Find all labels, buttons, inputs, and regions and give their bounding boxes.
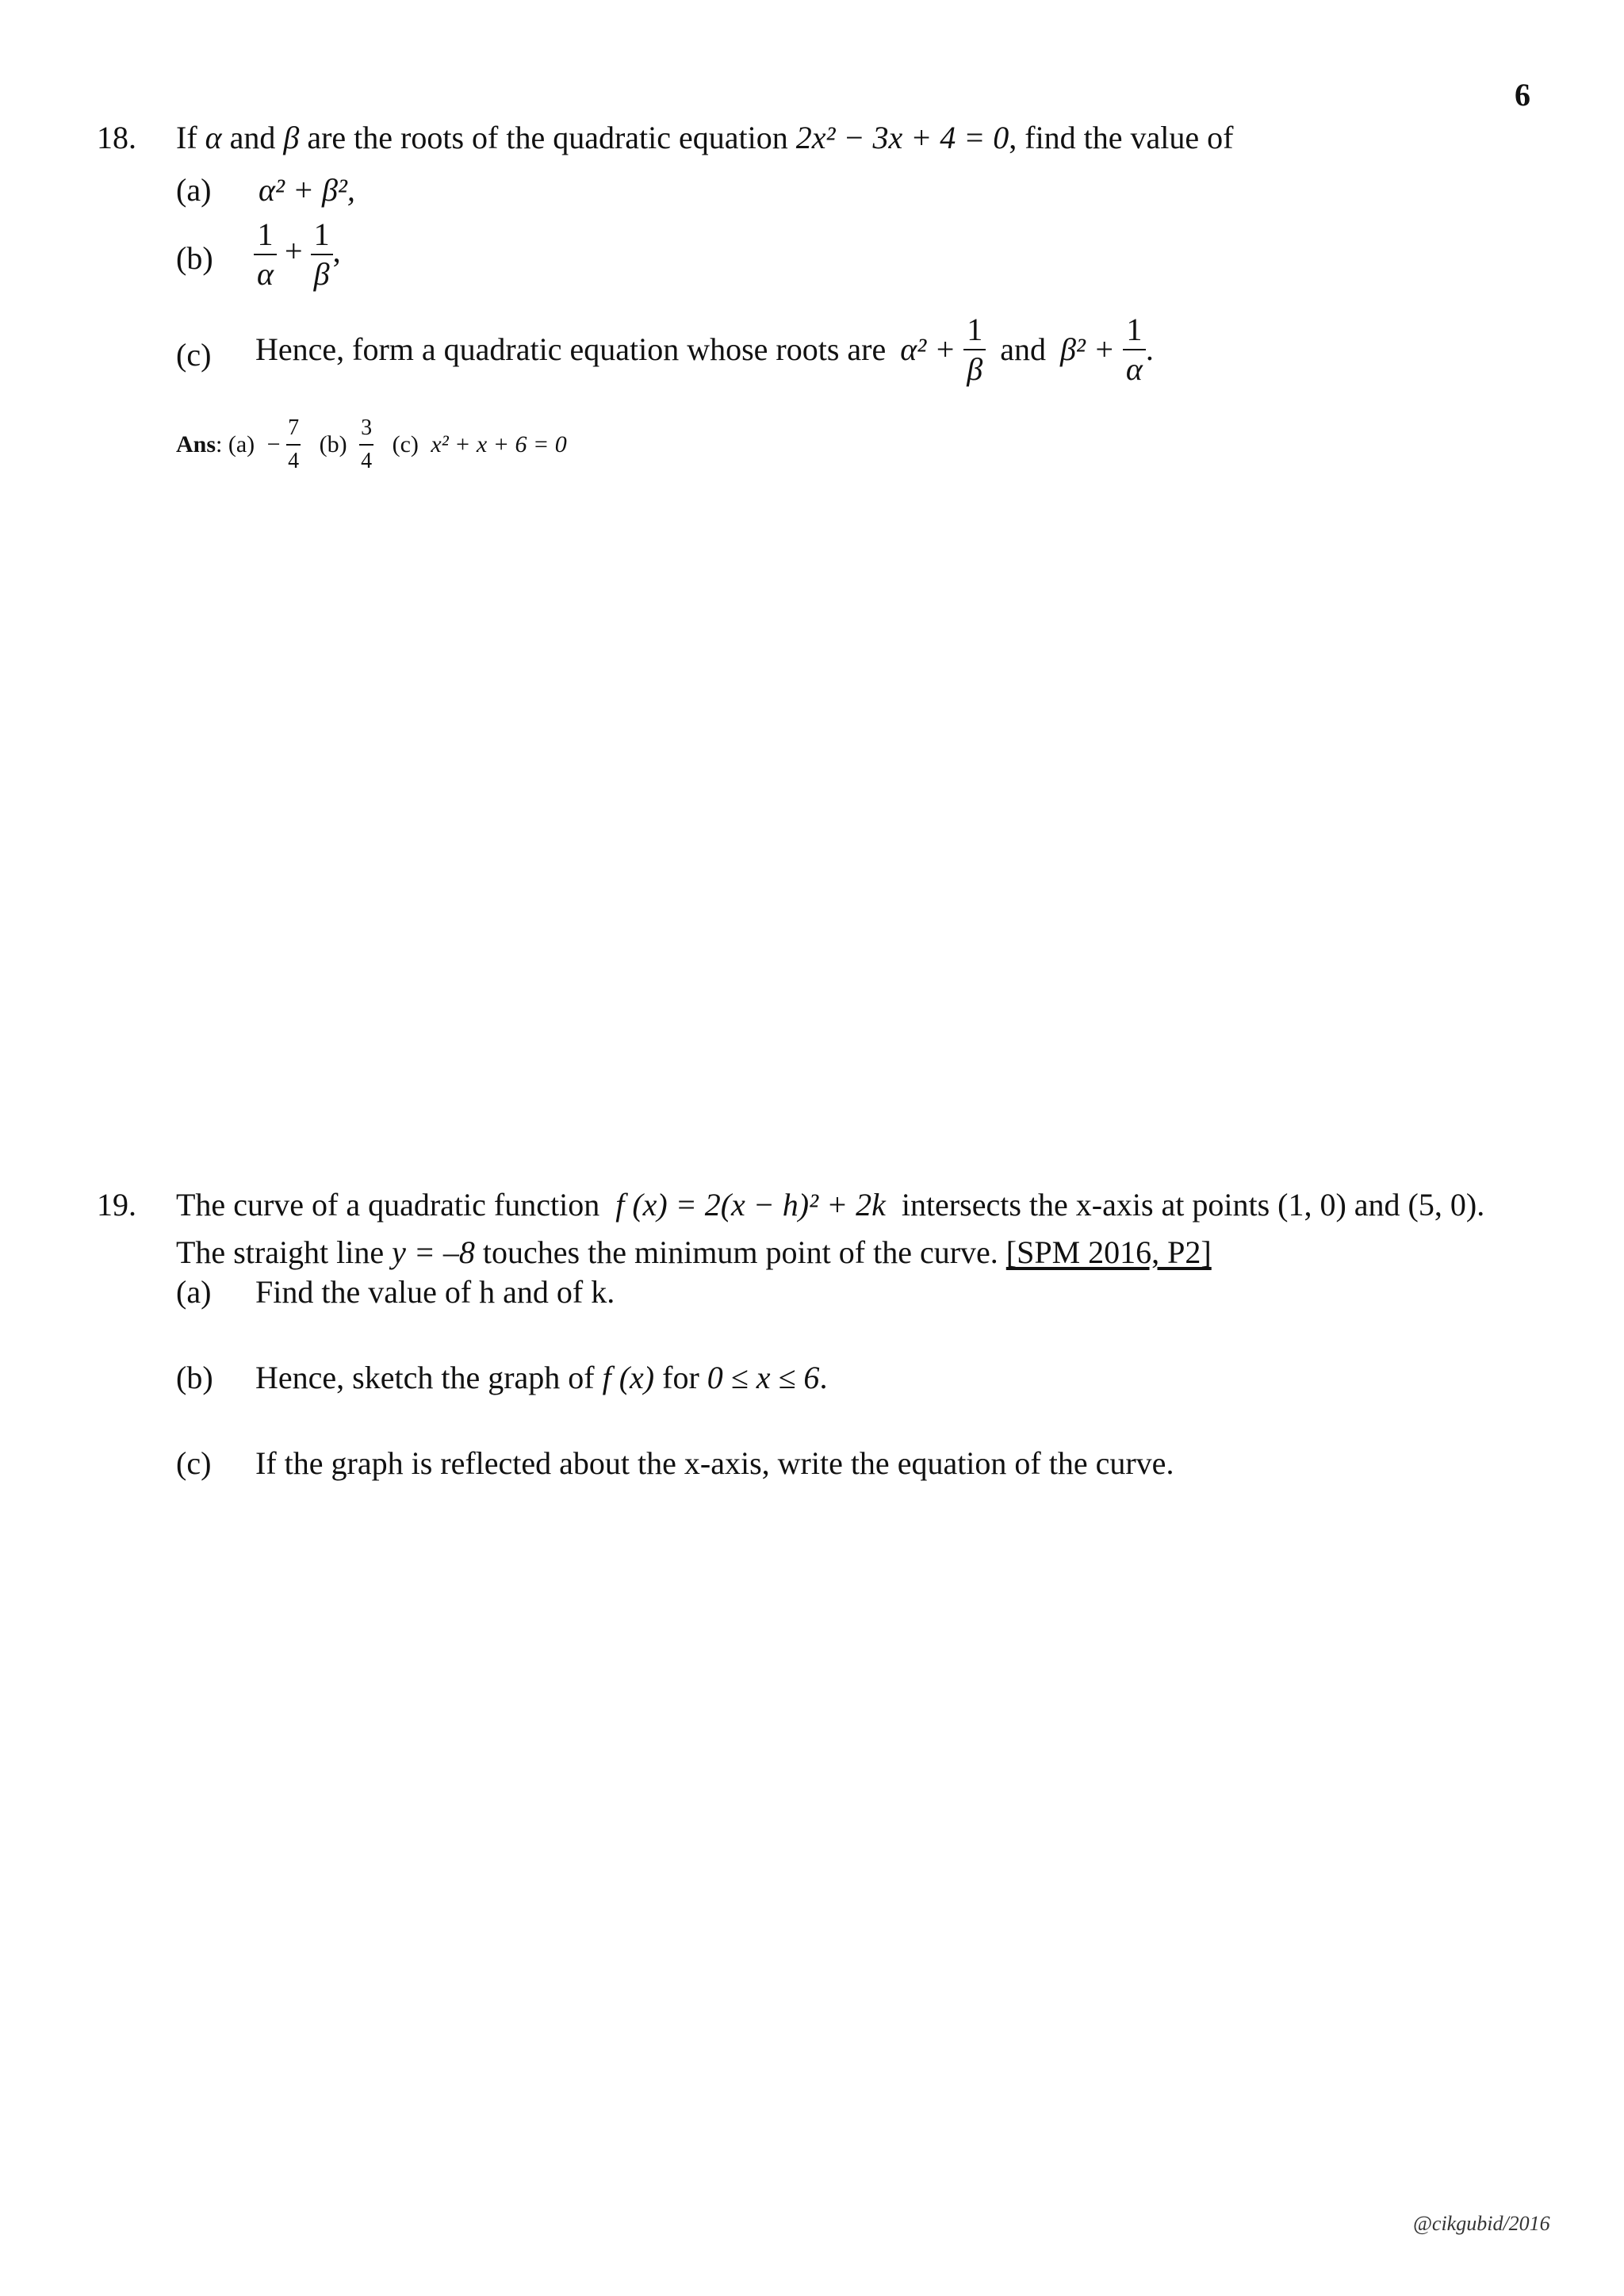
q19-line1-start: The curve of a quadratic function — [176, 1187, 600, 1223]
q18-equation: 2x² − 3x + 4 = 0 — [795, 120, 1009, 155]
alpha-symbol: α — [205, 120, 222, 155]
q19-source-reference: [SPM 2016, P2] — [1005, 1234, 1212, 1270]
answer-a-sign: − — [266, 431, 281, 457]
q19-line1 — [176, 1186, 1484, 1224]
fraction-denominator: β — [311, 254, 333, 290]
fraction-denominator: α — [254, 254, 277, 290]
q19b-for: for — [662, 1360, 699, 1395]
answer-b-label: (b) — [319, 431, 347, 457]
fraction-denominator: β — [963, 349, 986, 385]
fraction-numerator: 1 — [1126, 312, 1143, 347]
q19-line2-start: The straight line — [176, 1234, 385, 1270]
beta-symbol: β — [283, 120, 300, 155]
fraction-one-over-beta — [311, 216, 333, 292]
answer-a-fraction — [286, 417, 301, 473]
fraction-numerator: 1 — [967, 312, 983, 347]
q19b-text — [255, 1359, 827, 1397]
q18b-label: (b) — [176, 240, 213, 276]
q19b-label: (b) — [176, 1360, 213, 1395]
answer-a-label: (a) — [228, 431, 255, 457]
answer-b-fraction — [359, 417, 373, 473]
comma: , — [332, 233, 341, 270]
q19c-label: (c) — [176, 1445, 212, 1481]
q18-stem-mid: are the roots of the quadratic equation — [307, 120, 788, 155]
q18a-label: (a) — [176, 172, 212, 208]
fraction-denominator: 4 — [359, 444, 373, 473]
answer-colon: : — [216, 431, 223, 457]
fraction-numerator: 7 — [288, 415, 300, 440]
answer-prefix: Ans — [176, 431, 216, 457]
root2-base: β² + — [1059, 331, 1115, 367]
q18c-text — [255, 314, 1154, 385]
fraction-numerator: 1 — [313, 216, 330, 252]
fraction-one-over-alpha — [1123, 314, 1146, 385]
root1-base: α² + — [900, 331, 956, 367]
q19-line-equation: y = –8 — [392, 1234, 475, 1270]
q19b-text-start: Hence, sketch the graph of — [255, 1360, 595, 1395]
q18-number: 18. — [97, 120, 136, 155]
q19b-fx: f (x) — [602, 1360, 655, 1395]
q18-if: If — [176, 120, 197, 155]
q18a-expression: α² + β², — [259, 172, 355, 208]
q18b-expression — [254, 216, 341, 292]
fraction-denominator: 4 — [286, 444, 301, 473]
q19b-range: 0 ≤ x ≤ 6 — [707, 1360, 820, 1395]
q19a-label: (a) — [176, 1274, 212, 1310]
answer-c-label: (c) — [392, 431, 419, 457]
fraction-denominator: α — [1123, 349, 1146, 385]
q18c-and: and — [1000, 331, 1046, 367]
q19-line2-end: touches the minimum point of the curve. — [482, 1234, 998, 1270]
plus-sign: + — [285, 233, 303, 270]
q19-function: f (x) = 2(x − h)² + 2k — [615, 1187, 886, 1223]
fraction-one-over-beta — [963, 314, 986, 385]
q18-and: and — [229, 120, 276, 155]
q18c-instruction: Hence, form a quadratic equation whose roots are — [255, 331, 887, 367]
fraction-numerator: 3 — [361, 415, 373, 440]
q18-stem-end: , find the value of — [1009, 120, 1234, 155]
q18-answer — [176, 417, 567, 473]
q19-line2 — [176, 1234, 1212, 1272]
answer-c-expression: x² + x + 6 = 0 — [431, 431, 567, 457]
fraction-numerator: 1 — [257, 216, 274, 252]
q18c-label: (c) — [176, 337, 212, 373]
period: . — [1145, 331, 1154, 367]
q19c-text: If the graph is reflected about the x-axis, write the equation of the curve. — [255, 1445, 1174, 1481]
q19-number: 19. — [97, 1187, 136, 1223]
footer-credit: @cikgubid/2016 — [1413, 2212, 1550, 2235]
q18-stem — [176, 119, 1556, 157]
q19a-text: Find the value of h and of k. — [255, 1274, 615, 1310]
page-number: 6 — [1515, 77, 1530, 113]
period: . — [819, 1360, 828, 1395]
fraction-one-over-alpha — [254, 216, 277, 292]
q19-line1-end: intersects the x-axis at points (1, 0) and (5, 0). — [901, 1187, 1485, 1223]
